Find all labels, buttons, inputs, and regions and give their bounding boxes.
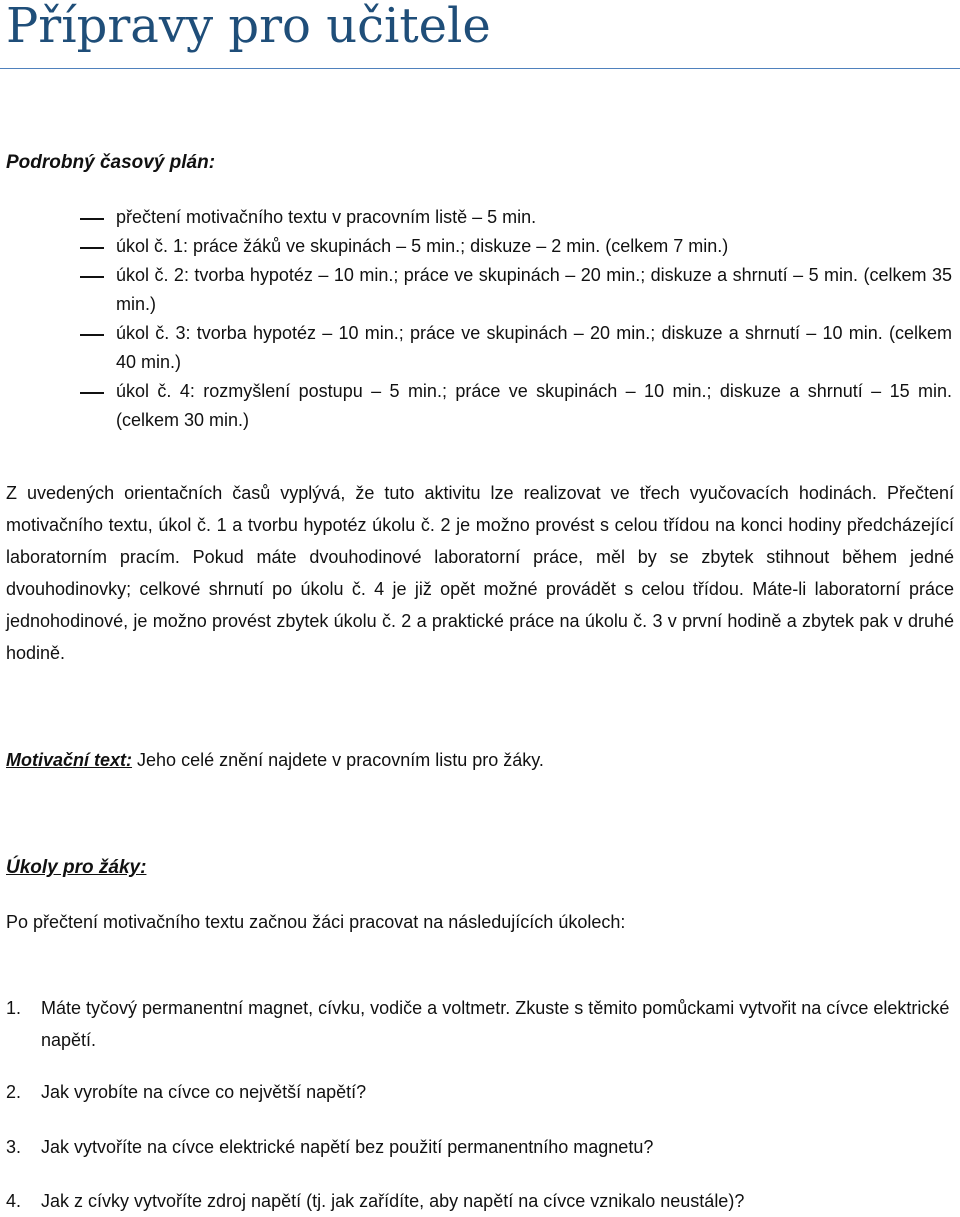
- task-text: Máte tyčový permanentní magnet, cívku, vodiče a voltmetr. Zkuste s těmito pomůckami vytvořit na cívce elektrické napětí.: [41, 998, 950, 1050]
- dash-bullet-icon: [80, 392, 104, 394]
- task-text: Jak z cívky vytvoříte zdroj napětí (tj. jak zařídíte, aby napětí na cívce vznikalo neustále)?: [41, 1191, 745, 1211]
- tasks-intro: Po přečtení motivačního textu začnou žáci pracovat na následujících úkolech:: [6, 912, 626, 932]
- schedule-heading: Podrobný časový plán:: [6, 152, 216, 173]
- dash-bullet-icon: [80, 247, 104, 249]
- title-underline: [0, 68, 960, 69]
- schedule-item: [0, 261, 952, 319]
- schedule-summary: Z uvedených orientačních časů vyplývá, že tuto aktivitu lze realizovat ve třech vyučovacích hodinách. Přečtení motivačního textu, úkol č. 1 a tvorbu hypotéz úkolu č. 2 je možno provést s celou třídou na konci hodiny předcházející laboratorním pracím. Pokud máte dvouhodinové laboratorní práce, měl by se zbytek stihnout během jedné dvouhodinovky; celkové shrnutí po úkolu č. 4 je již opět možné provádět s celou třídou. Máte-li laboratorní práce jednohodinové, je možno provést zbytek úkolu č. 2 a praktické práce na úkolu č. 3 v první hodině a zbytek pak v druhé hodině.: [6, 483, 954, 663]
- task-item: [6, 1076, 954, 1108]
- schedule-item-text: úkol č. 4: rozmyšlení postupu – 5 min.; práce ve skupinách – 10 min.; diskuze a shrnutí – 15 min. (celkem 30 min.): [116, 381, 952, 430]
- motivation-text: Jeho celé znění najdete v pracovním listu pro žáky.: [132, 750, 544, 770]
- task-number: 2.: [6, 1082, 22, 1102]
- schedule-item: [0, 319, 952, 377]
- task-number: 3.: [6, 1137, 22, 1157]
- task-text: Jak vyrobíte na cívce co největší napětí?: [41, 1082, 367, 1102]
- schedule-item-text: úkol č. 3: tvorba hypotéz – 10 min.; práce ve skupinách – 20 min.; diskuze a shrnutí – 10 min. (celkem 40 min.): [116, 323, 952, 372]
- dash-bullet-icon: [80, 218, 104, 220]
- schedule-item-text: úkol č. 1: práce žáků ve skupinách – 5 min.; diskuze – 2 min. (celkem 7 min.): [116, 236, 729, 256]
- dash-bullet-icon: [80, 276, 104, 278]
- schedule-item-text: přečtení motivačního textu v pracovním listě – 5 min.: [116, 207, 537, 227]
- task-text: Jak vytvoříte na cívce elektrické napětí bez použití permanentního magnetu?: [41, 1137, 654, 1157]
- schedule-item: [0, 377, 952, 435]
- schedule-item: [0, 232, 952, 261]
- task-item: [6, 1131, 954, 1163]
- motivation-paragraph: [6, 744, 954, 776]
- tasks-heading: Úkoly pro žáky:: [6, 857, 147, 878]
- motivation-label: Motivační text:: [6, 750, 133, 770]
- schedule-item: [0, 203, 952, 232]
- task-item: [6, 992, 954, 1056]
- schedule-item-text: úkol č. 2: tvorba hypotéz – 10 min.; práce ve skupinách – 20 min.; diskuze a shrnutí – 5 min. (celkem 35 min.): [116, 265, 952, 314]
- dash-bullet-icon: [80, 334, 104, 336]
- task-number: 4.: [6, 1191, 22, 1211]
- schedule-list: [0, 203, 960, 435]
- task-number: 1.: [6, 998, 22, 1018]
- task-item: [6, 1185, 954, 1217]
- page-title: Přípravy pro učitele: [6, 0, 491, 54]
